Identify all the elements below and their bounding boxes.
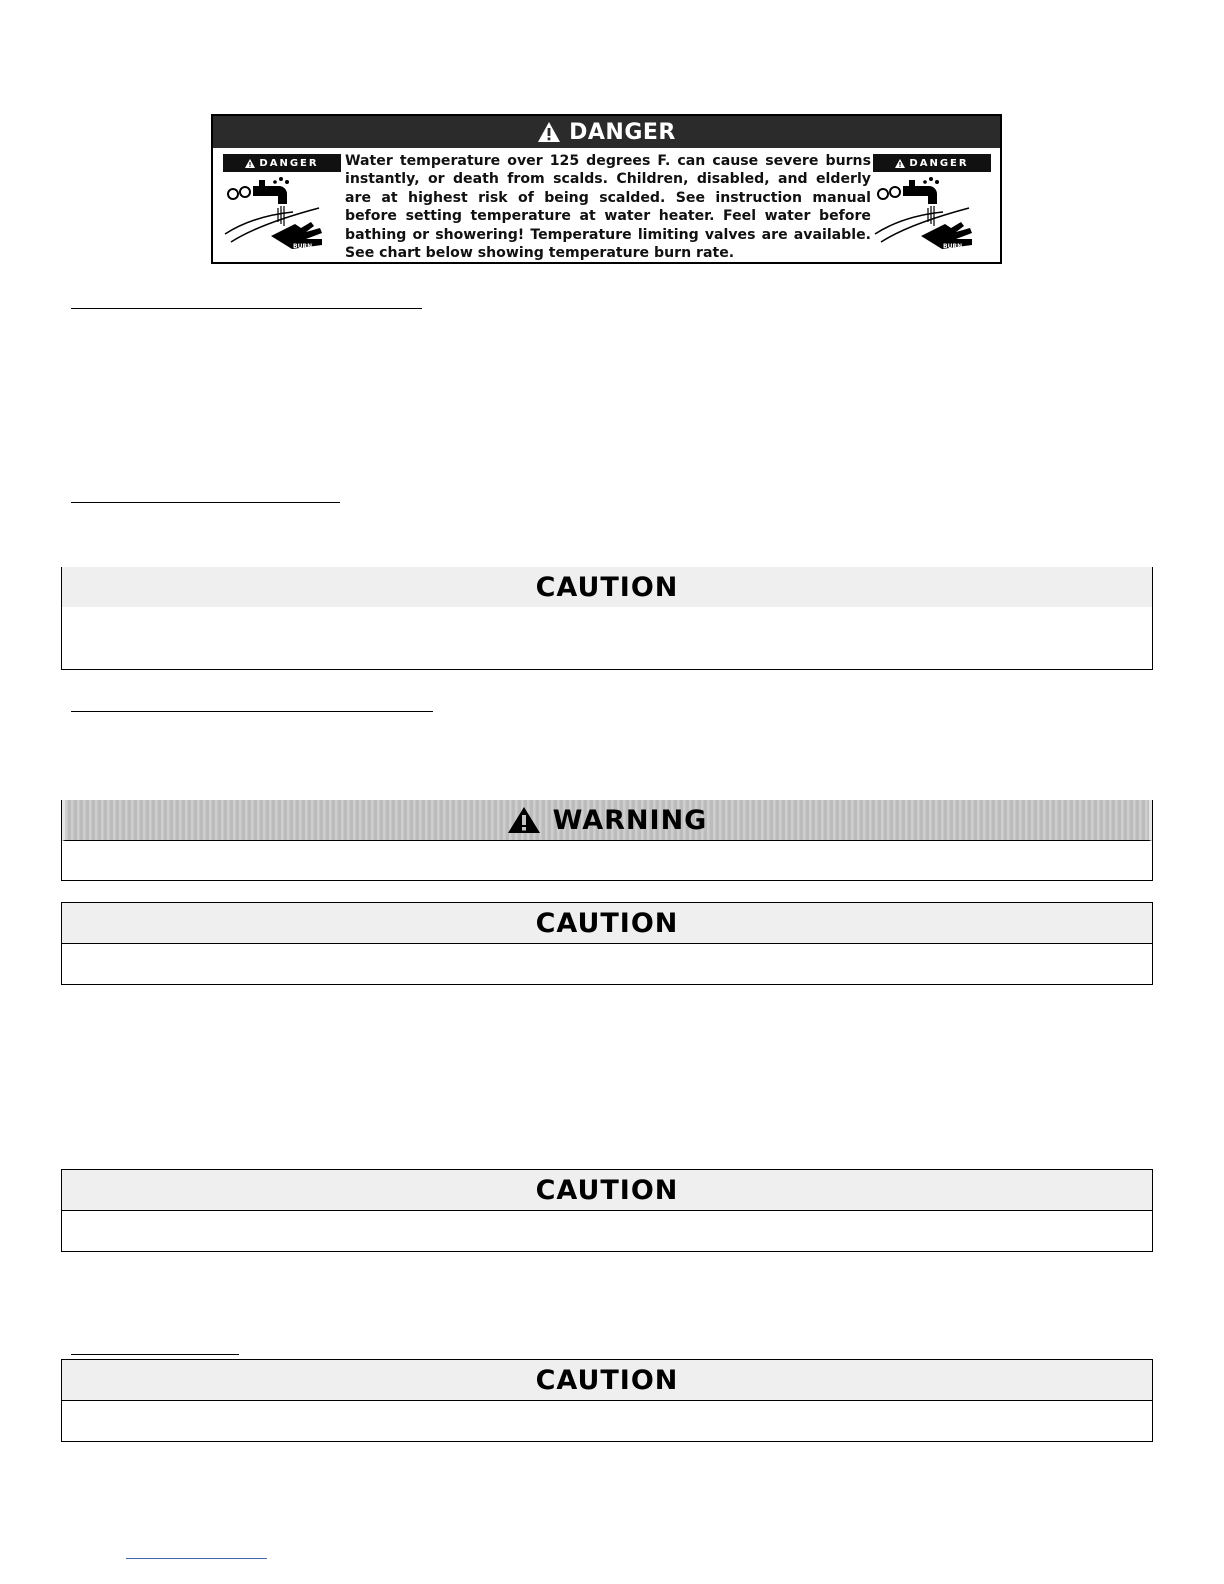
caution-callout-3 [61,1169,1153,1252]
section-heading-rule-3 [71,711,433,712]
caution-title: CAUTION [535,907,679,939]
section-heading-rule-1 [71,308,422,309]
danger-side-left [223,154,341,258]
caution-callout-4 [61,1359,1153,1442]
mini-warning-icon [895,159,905,168]
danger-side-right [873,154,991,258]
danger-label [211,114,1002,264]
caution-title: CAUTION [535,1364,679,1396]
warning-triangle-icon [537,121,561,143]
caution-callout-1 [61,567,1153,670]
caution-header [62,903,1152,944]
mini-danger-badge-left: DANGER [223,154,341,172]
caution-header [62,1170,1152,1211]
caution-callout-2 [61,902,1153,985]
warning-header [62,800,1152,841]
caution-header [62,1360,1152,1401]
footer-link-underline[interactable] [126,1558,267,1559]
section-heading-rule-4 [71,1354,239,1355]
burn-word: BURN [943,243,963,250]
danger-body [213,148,1000,262]
warning-triangle-icon [507,806,541,834]
warning-title: WARNING [552,804,708,836]
danger-header [213,116,1000,148]
danger-title: DANGER [569,119,676,145]
warning-callout [61,800,1153,881]
caution-title: CAUTION [535,571,679,603]
section-heading-rule-2 [71,502,340,503]
caution-header [62,567,1152,607]
burn-word: BURN [293,243,313,250]
danger-message: Water temperature over 125 degrees F. can cause severe burns instantly, or death from scalds. Children, disabled, and elderly are at highest risk of being scalded. See instruction manual before setting temperature at water heater. Feel water before bathing or showering! Temperature limiting valves are available. See chart below showing temperature burn rate. [345,153,871,262]
mini-warning-icon [245,159,255,168]
caution-title: CAUTION [535,1174,679,1206]
scald-hazard-icon [223,176,341,258]
mini-danger-badge-right: DANGER [873,154,991,172]
scald-hazard-icon [873,176,991,258]
